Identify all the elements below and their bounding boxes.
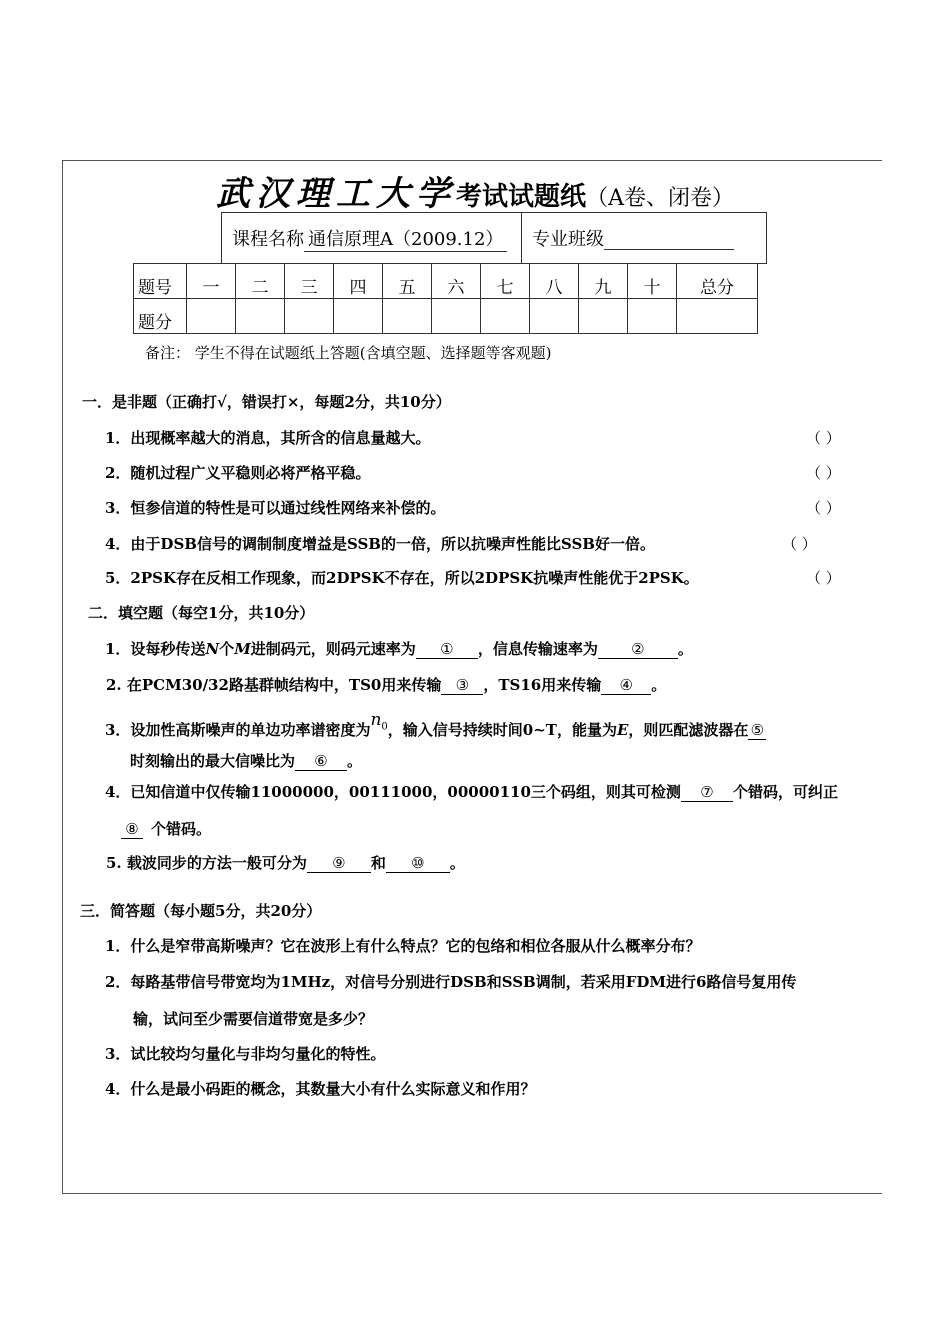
blank-8: ⑧ bbox=[121, 820, 143, 839]
course-label: 课程名称 bbox=[232, 229, 304, 250]
col-total: 总分 bbox=[677, 264, 758, 299]
paper-name: 考试试题纸 bbox=[456, 182, 587, 212]
blank-1: ① bbox=[416, 640, 478, 659]
blank-10: ⑩ bbox=[386, 854, 450, 873]
col-10: 十 bbox=[628, 264, 677, 299]
answer-paren-3: （ ） bbox=[806, 499, 841, 517]
blank-4: ④ bbox=[601, 676, 651, 695]
score-table bbox=[133, 263, 758, 334]
fill-question-4-cont: ⑧ 个错码。 bbox=[121, 818, 211, 839]
section3-item-2-cont: 输，试问至少需要信道带宽是多少？ bbox=[133, 1010, 374, 1028]
fill-question-5: 5. 载波同步的方法一般可分为 ⑨ 和 ⑩ 。 bbox=[106, 854, 465, 872]
university-name: 武汉理工大学 bbox=[216, 174, 457, 214]
score-cell bbox=[530, 299, 579, 334]
score-table-row-scores bbox=[134, 299, 758, 334]
col-9: 九 bbox=[579, 264, 628, 299]
course-info-box bbox=[221, 212, 767, 264]
course-value: 通信原理A（2009.12） bbox=[304, 225, 507, 252]
score-cell bbox=[481, 299, 530, 334]
col-3: 三 bbox=[285, 264, 334, 299]
score-cell bbox=[579, 299, 628, 334]
answer-paren-2: （ ） bbox=[806, 464, 841, 482]
score-cell bbox=[236, 299, 285, 334]
score-cell-total bbox=[677, 299, 758, 334]
section2-title: 二．填空题（每空1分，共10分） bbox=[88, 604, 315, 622]
n0-symbol: $n_0$ bbox=[370, 710, 388, 733]
section1-title: 一．是非题（正确打√，错误打×，每题2分，共10分） bbox=[82, 393, 451, 411]
blank-6: ⑥ bbox=[295, 752, 347, 771]
class-label: 专业班级 bbox=[532, 229, 604, 250]
section3-item-4: 4．什么是最小码距的概念，其数量大小有什么实际意义和作用？ bbox=[105, 1080, 536, 1098]
col-1: 一 bbox=[187, 264, 236, 299]
col-8: 八 bbox=[530, 264, 579, 299]
answer-paren-4: （ ） bbox=[782, 535, 817, 553]
blank-2: ② bbox=[598, 640, 678, 659]
class-cell bbox=[522, 213, 766, 263]
section3-item-3: 3．试比较均匀量化与非均匀量化的特性。 bbox=[105, 1045, 386, 1063]
answer-paren-1: （ ） bbox=[806, 429, 841, 447]
course-name-cell bbox=[222, 213, 522, 263]
section3-item-1: 1．什么是窄带高斯噪声？它在波形上有什么特点？它的包络和相位各服从什么概率分布？ bbox=[105, 937, 701, 955]
col-7: 七 bbox=[481, 264, 530, 299]
answer-paren-5: （ ） bbox=[806, 569, 841, 587]
blank-7: ⑦ bbox=[681, 783, 733, 802]
blank-5: ⑤ bbox=[748, 721, 766, 740]
fill-question-2: 2. 在PCM30/32路基群帧结构中，TS0用来传输 ③ ，TS16用来传输 ④ 。 bbox=[106, 676, 667, 694]
section1-item-2: 2．随机过程广义平稳则必将严格平稳。 bbox=[105, 464, 371, 482]
score-cell bbox=[334, 299, 383, 334]
section3-title: 三．简答题（每小题5分，共20分） bbox=[80, 902, 322, 920]
score-cell bbox=[383, 299, 432, 334]
score-cell bbox=[432, 299, 481, 334]
score-cell bbox=[628, 299, 677, 334]
section1-item-5: 5．2PSK存在反相工作现象，而2DPSK不存在，所以2DPSK抗噪声性能优于2PSK。 bbox=[105, 569, 699, 587]
fill-question-3: 3．设加性高斯噪声的单边功率谱密度为$n_0$，输入信号持续时间0~T，能量为E，则匹配滤波器在 ⑤ bbox=[105, 719, 766, 742]
score-table-row-numbers bbox=[134, 264, 758, 299]
exam-title bbox=[0, 166, 950, 215]
col-5: 五 bbox=[383, 264, 432, 299]
blank-3: ③ bbox=[441, 676, 483, 695]
col-4: 四 bbox=[334, 264, 383, 299]
row-label-number: 题号 bbox=[134, 264, 187, 299]
fill-question-4: 4．已知信道中仅传输11000000，00111000，00000110三个码组，则其可检测 ⑦ 个错码，可纠正 bbox=[105, 783, 838, 801]
exam-note: 备注： 学生不得在试题纸上答题(含填空题、选择题等客观题) bbox=[145, 344, 552, 362]
section1-item-3: 3．恒参信道的特性是可以通过线性网络来补偿的。 bbox=[105, 499, 446, 517]
class-blank bbox=[604, 227, 734, 250]
section3-item-2: 2．每路基带信号带宽均为1MHz，对信号分别进行DSB和SSB调制，若采用FDM进行6路信号复用传 bbox=[105, 973, 797, 991]
fill-question-1: 1．设每秒传送N个M进制码元，则码元速率为 ① ，信息传输速率为 ② 。 bbox=[105, 640, 693, 658]
score-cell bbox=[187, 299, 236, 334]
col-6: 六 bbox=[432, 264, 481, 299]
paper-kind: （A卷、闭卷） bbox=[586, 186, 734, 211]
blank-9: ⑨ bbox=[307, 854, 371, 873]
score-cell bbox=[285, 299, 334, 334]
fill-question-3-cont: 时刻输出的最大信噪比为 ⑥ 。 bbox=[130, 752, 363, 770]
section1-item-1: 1．出现概率越大的消息，其所含的信息量越大。 bbox=[105, 429, 431, 447]
col-2: 二 bbox=[236, 264, 285, 299]
row-label-score: 题分 bbox=[134, 299, 187, 334]
section1-item-4: 4．由于DSB信号的调制制度增益是SSB的一倍，所以抗噪声性能比SSB好一倍。 bbox=[105, 535, 655, 553]
